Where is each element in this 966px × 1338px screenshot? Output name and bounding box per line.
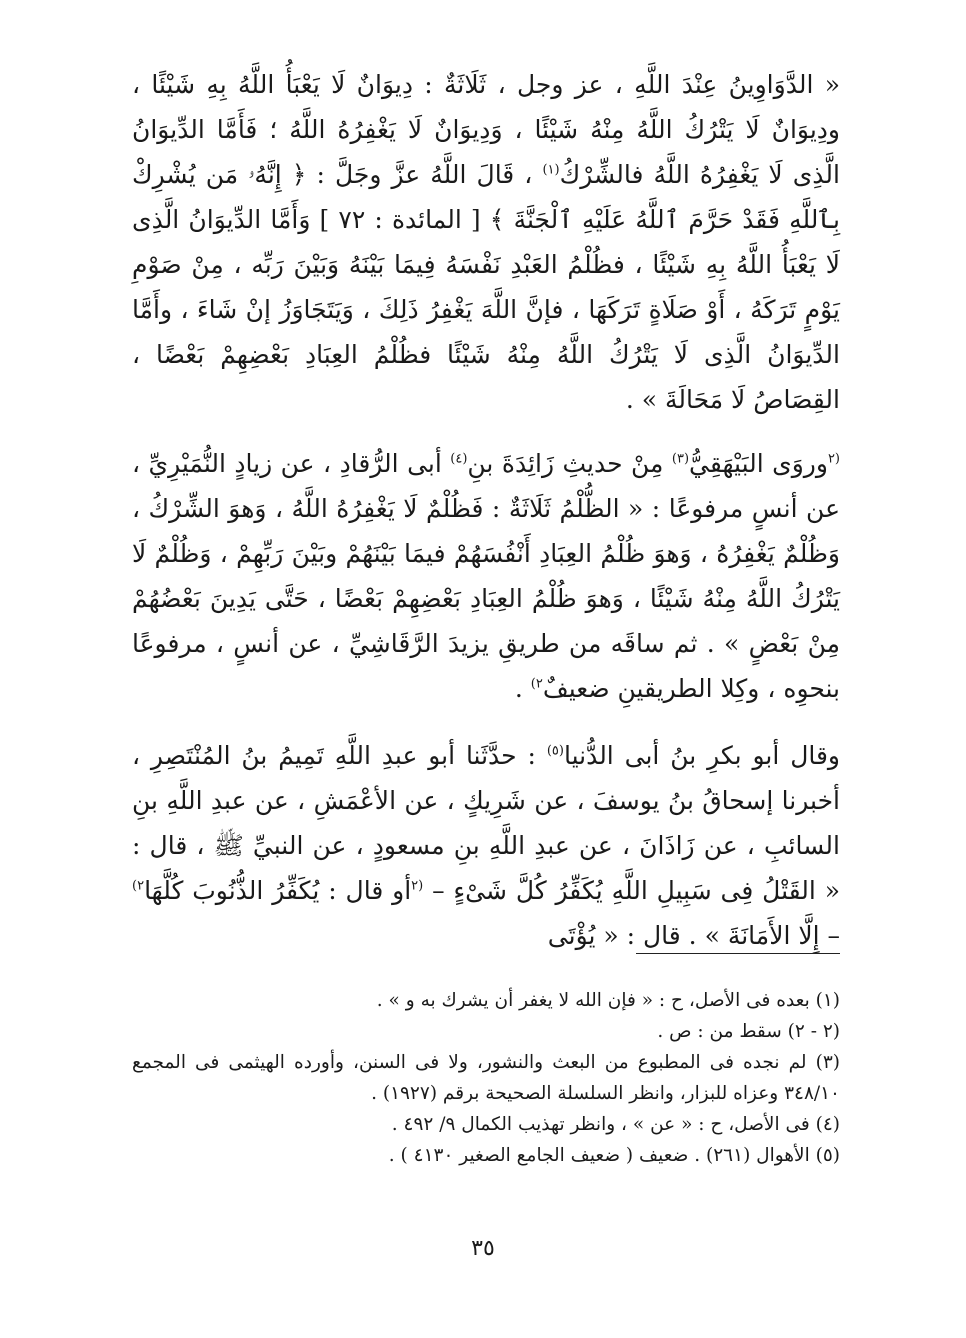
footnotes <box>132 985 840 1171</box>
footnote-ref-5: (٥) <box>546 743 564 759</box>
footnote-1: (١) بعده فى الأصل، ح : « فإن الله لا يغفر أن يشرك به و » . <box>376 990 840 1011</box>
footnote-ref-2b-end: ٢) <box>132 878 145 894</box>
footnote-separator <box>636 953 840 954</box>
paragraph-3-part-a: وقال أبو بكرِ بنُ أبى الدُّنيا <box>563 741 841 770</box>
paragraph-1 <box>132 62 840 422</box>
paragraph-2 <box>132 441 840 711</box>
footnote-ref-4: (٤) <box>450 451 468 467</box>
paragraph-2-part-a: وروَى البَيْهَقِيُّ <box>689 449 828 478</box>
footnote-ref-2-start: (٢ <box>827 451 840 467</box>
main-text <box>132 62 840 958</box>
footnote-ref-2-end: ٢) <box>530 676 543 692</box>
paragraph-2-part-b: مِنْ حديثِ زَائِدَةَ بنِ <box>467 449 664 478</box>
paragraph-2-end: . <box>514 674 531 703</box>
footnote-5: (٥) الأهوال (٢٦١) . ضعيف ( ضعيف الجامع الصغير ٤١٣٠ ) . <box>388 1145 840 1166</box>
footnote-ref-3: (٣) <box>671 451 690 467</box>
paragraph-3-part-c: أو قال : يُكَفِّرُ الذُّنُوبَ كُلَّهَا <box>144 876 412 905</box>
footnote-ref-1: (١) <box>542 162 560 178</box>
paragraph-3-part-b: : حدَّثَنا أبو عبدِ اللَّهِ تَمِيمُ بنُ المُنْتَصِرِ ، أخبرنا إسحاقُ بنُ يوسفَ ، عن شَرِيكٍ ، عن الأعْمَشِ ، عن عبدِ اللَّهِ بنِ السائبِ ، عن زَاذَانَ ، عن عبدِ اللَّهِ بنِ مسعودٍ ، عن النبيِّ ﷺ ، قال : « القَتْلُ فِى سَبِيلِ اللَّهِ يُكَفِّرُ كُلَّ شَىْءٍ – <box>132 741 840 905</box>
page-number: ٣٥ <box>471 1236 495 1261</box>
paragraph-1-text-cont: ، قَالَ اللَّهُ عزَّ وجَلَّ : ﴿ إِنَّهُۥ مَن يُشْرِكْ بِٱللَّهِ فَقَدْ حَرَّمَ ٱللَّهُ عَلَيْهِ ٱلْجَنَّةَ ﴾ [ المائدة : ٧٢ ] وَأَمَّا الدِّيوَانُ الَّذِى لَا يَعْبَأُ اللَّهُ بِهِ شَيْئًا ، فظُلْمُ العَبْدِ نَفْسَهُ فِيمَا بَيْنَهُ وَبَيْنَ رَبِّه ، مِنْ صَوْمِ يَوْمٍ تَرَكَهُ ، أَوْ صَلَاةٍ تَرَكَهَا ، فإنَّ اللَّهَ يَغْفِرُ ذَلِكَ ، وَيَتَجَاوَزُ إنْ شَاءَ ، وأَمَّا الدِّيوَانُ الَّذِى لَا يَتْرُكُ اللَّهُ مِنْهُ شَيْئًا فظُلْمُ العِبَادِ بَعْضِهِمْ بَعْضًا ، القِصَاصُ لَا مَحَالَةَ » . <box>132 160 841 414</box>
footnote-ref-2b-start: (٢ <box>411 878 424 894</box>
paragraph-3-part-d: – إِلَّا الأَمَانَةَ » . قال : « يُؤْتَى <box>547 921 840 950</box>
paragraph-3 <box>132 733 840 958</box>
paragraph-1-text: « الدَّوَاوِينُ عِنْدَ اللَّهِ ، عز وجل ، ثَلَاثَةٌ : دِيوَانٌ لَا يَعْبَأُ اللَّهُ بِهِ شَيْئًا ، ودِيوَانٌ لَا يَتْرُكُ اللَّهُ مِنْهُ شَيْئًا ، وَدِيوَانٌ لَا يَغْفِرُهُ اللَّهُ ؛ فَأَمَّا الدِّيوَانُ الَّذِى لَا يَغْفِرُهُ اللَّهُ فالشِّرْكُ <box>132 70 840 189</box>
footnote-2: (٢ - ٢) سقط من : ص . <box>657 1021 840 1042</box>
footnote-3: (٣) لم نجده فى المطبوع من البعث والنشور، ولا فى السنن، وأورده الهيثمى فى المجمع ٣٤٨/١٠ وعزاه للبزار، وانظر السلسلة الصحيحة برقم (١٩٢٧) . <box>132 1052 840 1104</box>
footnote-4: (٤) فى الأصل، ح : « عن » ، وانظر تهذيب الكمال ٩/ ٤٩٢ . <box>391 1114 840 1135</box>
paragraph-2-part-c: أبى الرُّقادِ ، عن زيادٍ النُّمَيْرِيِّ ، عن أنسٍ مرفوعًا : « الظُّلْمُ ثَلَاثَةٌ : فَظُلْمٌ لَا يَغْفِرُهُ اللَّهُ ، وَهوَ الشِّرْكُ ، وَظُلْمٌ يَغْفِرُهُ ، وَهوَ ظُلْمُ العِبَادِ أَنْفُسَهُمْ فيمَا بَيْنَهُمْ وبَيْنَ رَبِّهِمْ ، وَظُلْمٌ لَا يَتْرُكُ اللَّهُ مِنْهُ شَيْئًا ، وَهوَ ظُلْمُ العِبَادِ بَعْضِهِمْ بَعْضًا ، حَتَّى يَدِينَ بَعْضُهُمْ مِنْ بَعْضٍ » . ثم ساقَه من طريقِ يزيدَ الرَّقَاشِيِّ ، عن أنسٍ ، مرفوعًا بنحوِه ، وكِلا الطريقينِ ضعيفٌ <box>132 449 841 703</box>
